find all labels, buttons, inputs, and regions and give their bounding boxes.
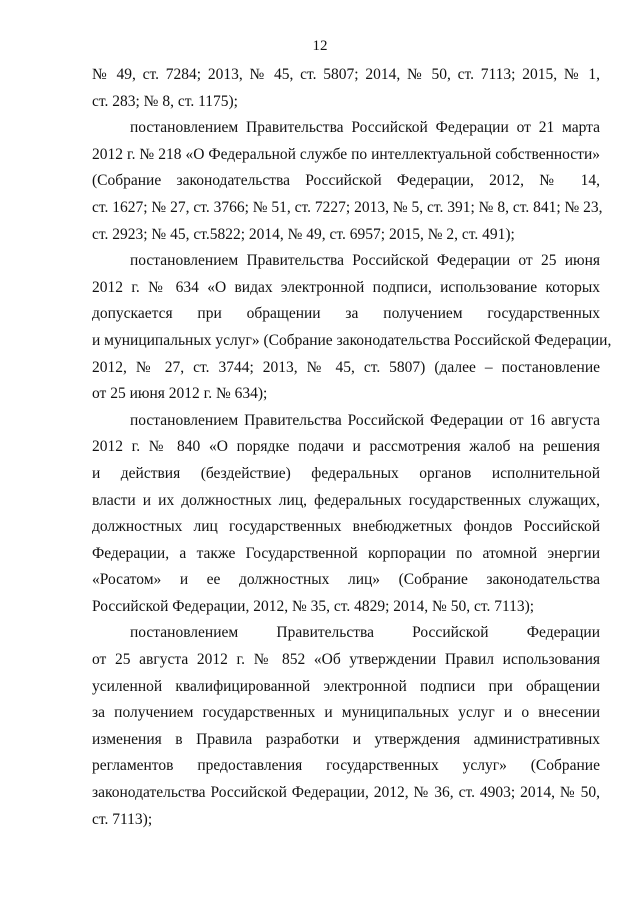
text-line: усиленной квалифицированной электронной подписи при обращении [92, 677, 600, 695]
paragraph-resolution-218 [92, 115, 603, 248]
page-number: 12 [312, 38, 328, 54]
text-line: власти и их должностных лиц, федеральных государственных служащих, [92, 491, 600, 509]
text-line: постановлением Правительства Российской Федерации от 21 марта [130, 119, 600, 137]
text-line: 2012 г. № 634 «О видах электронной подписи, использование которых [92, 278, 600, 296]
text-line: от 25 августа 2012 г. № 852 «Об утверждении Правил использования [92, 651, 600, 669]
text-line: и муниципальных услуг» (Собрание законодательства Российской Федерации, [92, 331, 612, 349]
paragraph-resolution-840 [92, 408, 600, 621]
text-line: 2012 г. № 840 «О порядке подачи и рассмотрения жалоб на решения [92, 438, 600, 456]
text-line: и действия (бездействие) федеральных органов исполнительной [92, 464, 600, 482]
text-line: постановлением Правительства Российской Федерации от 16 августа [130, 411, 600, 429]
paragraph-continuation [92, 62, 600, 115]
paragraph-resolution-634 [92, 248, 612, 408]
text-line: Федерации, а также Государственной корпорации по атомной энергии [92, 544, 600, 562]
text-line: законодательства Российской Федерации, 2012, № 36, ст. 4903; 2014, № 50, [92, 784, 600, 802]
text-line: должностных лиц государственных внебюджетных фондов Российской [92, 518, 600, 536]
text-line: «Росатом» и ее должностных лиц» (Собрание законодательства [92, 571, 600, 589]
text-line: постановлением Правительства Российской Федерации [130, 624, 600, 642]
text-line: от 25 июня 2012 г. № 634); [92, 385, 268, 403]
text-line: ст. 7113); [92, 810, 153, 828]
text-line: за получением государственных и муниципальных услуг и о внесении [92, 704, 600, 722]
text-line: ст. 283; № 8, ст. 1175); [92, 92, 238, 110]
text-line: допускается при обращении за получением государственных [92, 305, 600, 323]
text-line: 2012 г. № 218 «О Федеральной службе по интеллектуальной собственности» [92, 145, 600, 163]
text-line: ст. 2923; № 45, ст.5822; 2014, № 49, ст. 6957; 2015, № 2, ст. 491); [92, 225, 515, 243]
text-line: изменения в Правила разработки и утверждения административных [92, 730, 600, 748]
text-line: Российской Федерации, 2012, № 35, ст. 4829; 2014, № 50, ст. 7113); [92, 597, 535, 615]
text-line: № 49, ст. 7284; 2013, № 45, ст. 5807; 2014, № 50, ст. 7113; 2015, № 1, [92, 66, 600, 83]
text-line: ст. 1627; № 27, ст. 3766; № 51, ст. 7227; 2013, № 5, ст. 391; № 8, ст. 841; № 23, [92, 198, 603, 216]
document-body [92, 62, 612, 833]
text-line: регламентов предоставления государственных услуг» (Собрание [92, 757, 600, 775]
text-line: (Собрание законодательства Российской Федерации, 2012, № 14, [92, 172, 600, 190]
text-line: 2012, № 27, ст. 3744; 2013, № 45, ст. 5807) (далее – постановление [92, 358, 600, 376]
text-line: постановлением Правительства Российской Федерации от 25 июня [130, 252, 600, 270]
paragraph-resolution-852 [92, 620, 600, 833]
